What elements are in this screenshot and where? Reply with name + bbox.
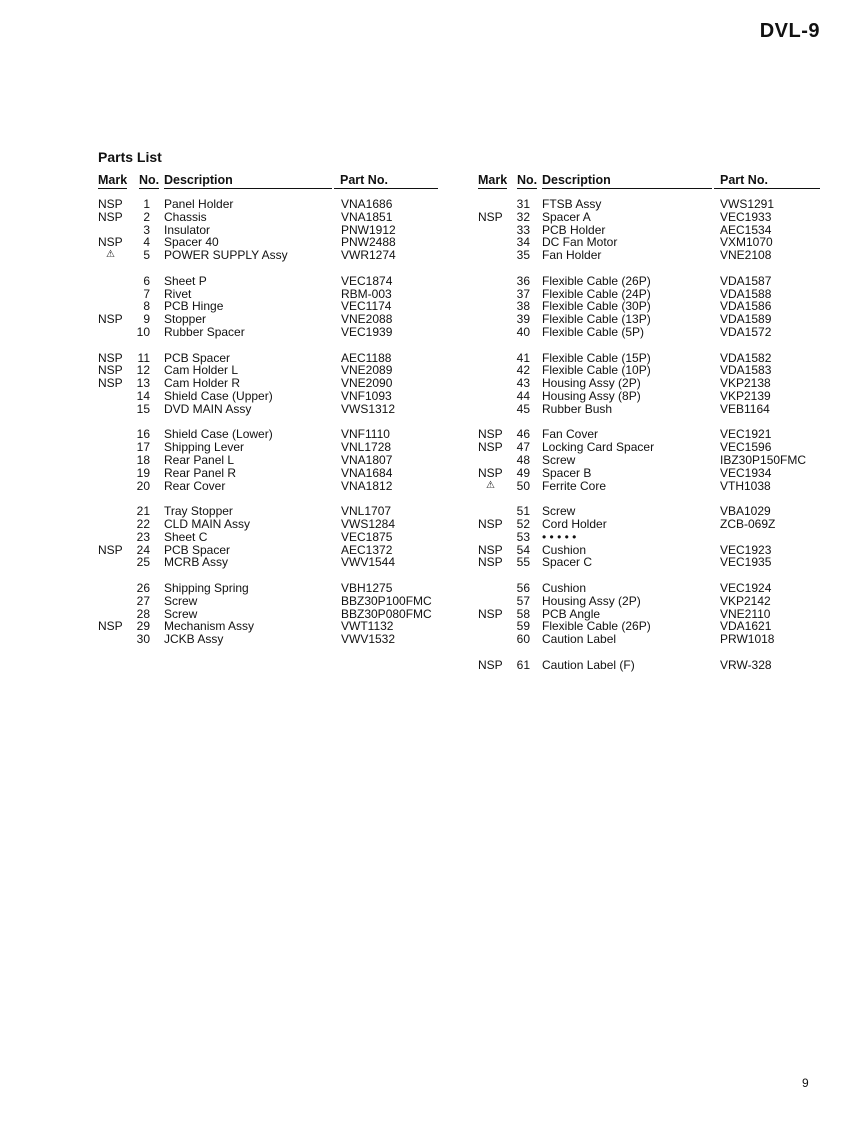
row-number: 9: [143, 312, 150, 327]
row-description: Rear Cover: [164, 478, 226, 493]
col-no-header: No.: [139, 173, 160, 187]
row-part-no: VTH1038: [720, 478, 771, 493]
col-part-no-header: Part No.: [714, 174, 820, 189]
row-description: Cushion: [542, 542, 587, 557]
row-number: 18: [136, 452, 150, 467]
row-number: 48: [516, 452, 530, 467]
row-part-no: VEC1921: [720, 427, 772, 442]
row-part-no: VNF1110: [341, 427, 390, 442]
row-part-no: VEC1935: [720, 555, 772, 570]
row-part-no: VDA1586: [720, 299, 772, 314]
row-number: 32: [516, 209, 530, 224]
row-number: 53: [516, 529, 530, 544]
row-mark: NSP: [98, 235, 123, 250]
row-description: Chassis: [164, 209, 207, 224]
group-spacer: [98, 262, 438, 275]
row-mark: NSP: [478, 606, 503, 621]
col-mark-header: Mark: [478, 173, 508, 187]
row-number: 28: [136, 606, 150, 621]
row-part-no: VWT1132: [341, 619, 394, 634]
table-row: [478, 633, 820, 646]
table-row: [478, 198, 820, 211]
row-number: 43: [516, 376, 530, 391]
row-number: 36: [516, 273, 530, 288]
model-title: DVL-9: [759, 20, 820, 42]
row-description: Caution Label (F): [542, 657, 635, 672]
row-description: Spacer A: [542, 209, 591, 224]
row-part-no: VNE2088: [341, 312, 393, 327]
table-row: [478, 531, 820, 544]
table-row: [98, 531, 438, 544]
row-description: Flexible Cable (26P): [542, 273, 651, 288]
row-description: POWER SUPPLY Assy: [164, 248, 288, 263]
table-row: [478, 454, 820, 467]
row-number: 10: [136, 324, 150, 339]
row-description: PCB Holder: [542, 222, 606, 237]
table-row: [98, 556, 438, 569]
row-description: Stopper: [164, 312, 207, 327]
row-part-no: VNL1707: [341, 504, 392, 519]
row-description: CLD MAIN Assy: [164, 516, 251, 531]
row-description: Sheet C: [164, 529, 208, 544]
row-description: Panel Holder: [164, 197, 234, 211]
row-part-no: VKP2139: [720, 388, 771, 403]
row-description: Tray Stopper: [164, 504, 233, 519]
row-description: Rear Panel R: [164, 465, 237, 480]
table-row: [98, 275, 438, 288]
table-row: [98, 595, 438, 608]
row-part-no: VWV1532: [341, 632, 396, 647]
row-description: Flexible Cable (10P): [542, 363, 651, 378]
row-number: 39: [516, 312, 530, 327]
parts-table-left: [98, 174, 438, 646]
row-part-no: VEC1924: [720, 580, 772, 595]
row-part-no: VRW-328: [720, 657, 772, 672]
row-part-no: VDA1587: [720, 273, 772, 288]
row-number: 49: [516, 465, 530, 480]
row-part-no: VNA1812: [341, 478, 393, 493]
row-description: Flexible Cable (5P): [542, 324, 645, 339]
row-part-no: VNA1851: [341, 209, 393, 224]
table-body: [478, 198, 820, 671]
row-number: 27: [136, 593, 150, 608]
row-number: 61: [516, 657, 530, 672]
row-number: 16: [136, 427, 150, 442]
row-part-no: VWV1544: [341, 555, 396, 570]
row-description: Fan Cover: [542, 427, 599, 442]
table-row: [478, 211, 820, 224]
row-number: 30: [136, 632, 150, 647]
row-number: 45: [516, 401, 530, 416]
table-row: [478, 505, 820, 518]
table-row: [98, 211, 438, 224]
row-description: Screw: [542, 504, 576, 519]
row-number: 52: [516, 516, 530, 531]
row-description: Flexible Cable (26P): [542, 619, 651, 634]
row-number: 47: [516, 440, 530, 455]
row-number: 11: [137, 350, 150, 365]
row-number: 58: [516, 606, 530, 621]
row-part-no: VWS1312: [341, 401, 396, 416]
row-number: 6: [143, 273, 150, 288]
row-part-no: VEC1934: [720, 465, 772, 480]
table-header: [478, 174, 820, 189]
row-number: 19: [136, 465, 150, 480]
row-description: Flexible Cable (24P): [542, 286, 651, 301]
row-description: Housing Assy (2P): [542, 376, 641, 391]
row-part-no: VDA1582: [720, 350, 772, 365]
row-number: 29: [136, 619, 150, 634]
row-mark: NSP: [478, 657, 503, 672]
row-number: 55: [516, 555, 530, 570]
table-row: [98, 403, 438, 416]
row-description: Rubber Spacer: [164, 324, 245, 339]
row-number: 25: [136, 555, 150, 570]
row-part-no: VEC1874: [341, 273, 393, 288]
row-number: 31: [516, 197, 530, 211]
row-mark: NSP: [478, 465, 503, 480]
row-part-no: VNE2090: [341, 376, 393, 391]
row-part-no: VWS1291: [720, 197, 775, 211]
row-number: 21: [136, 504, 150, 519]
table-row: [478, 275, 820, 288]
table-row: [478, 390, 820, 403]
row-part-no: ZCB-069Z: [720, 516, 776, 531]
table-row: [98, 480, 438, 493]
row-part-no: VNE2110: [720, 606, 771, 621]
row-number: 33: [516, 222, 530, 237]
row-mark: NSP: [98, 376, 123, 391]
row-part-no: PNW2488: [341, 235, 396, 250]
row-number: 34: [516, 235, 530, 250]
row-part-no: RBM-003: [341, 286, 392, 301]
row-part-no: VEB1164: [720, 401, 770, 416]
row-number: 51: [516, 504, 530, 519]
row-description: Cam Holder R: [164, 376, 241, 391]
row-number: 38: [516, 299, 530, 314]
row-number: 44: [516, 388, 530, 403]
row-mark: NSP: [478, 440, 503, 455]
row-description: PCB Spacer: [164, 542, 231, 557]
row-description: Ferrite Core: [542, 478, 607, 493]
row-part-no: AEC1534: [720, 222, 772, 237]
row-part-no: BBZ30P100FMC: [341, 593, 432, 608]
row-description: Spacer 40: [164, 235, 219, 250]
row-description: • • • • •: [542, 529, 577, 544]
row-description: Shipping Lever: [164, 440, 245, 455]
row-description: Housing Assy (2P): [542, 593, 641, 608]
row-number: 24: [136, 542, 150, 557]
row-description: Caution Label: [542, 632, 617, 647]
row-description: Flexible Cable (30P): [542, 299, 651, 314]
row-part-no: VEC1596: [720, 440, 772, 455]
table-row: [98, 582, 438, 595]
group-spacer: [478, 339, 820, 352]
table-row: [98, 633, 438, 646]
row-description: FTSB Assy: [542, 197, 602, 211]
row-part-no: VDA1588: [720, 286, 772, 301]
group-spacer: [98, 339, 438, 352]
table-row: [98, 454, 438, 467]
row-number: 3: [143, 222, 150, 237]
row-number: 37: [516, 286, 530, 301]
table-row: [98, 505, 438, 518]
row-part-no: VWS1284: [341, 516, 396, 531]
row-number: 5: [143, 248, 150, 263]
parts-table-right: [478, 174, 820, 671]
row-part-no: VBA1029: [720, 504, 771, 519]
row-description: MCRB Assy: [164, 555, 229, 570]
row-part-no: AEC1372: [341, 542, 393, 557]
row-mark: NSP: [478, 427, 503, 442]
row-mark: NSP: [478, 542, 503, 557]
page-number: 9: [802, 1076, 809, 1090]
row-description: Screw: [164, 593, 198, 608]
row-mark: NSP: [478, 209, 503, 224]
table-row: [478, 249, 820, 262]
row-description: Flexible Cable (13P): [542, 312, 651, 327]
table-row: [478, 595, 820, 608]
table-row: [98, 326, 438, 339]
row-description: Spacer B: [542, 465, 592, 480]
row-part-no: AEC1188: [341, 350, 392, 365]
row-number: 46: [516, 427, 530, 442]
row-mark: NSP: [98, 197, 123, 211]
row-part-no: VKP2142: [720, 593, 771, 608]
row-number: 4: [143, 235, 150, 250]
table-row: [98, 249, 438, 262]
row-description: Screw: [164, 606, 198, 621]
row-description: Shield Case (Upper): [164, 388, 273, 403]
section-title: Parts List: [98, 149, 162, 165]
table-row: [478, 518, 820, 531]
table-row: [98, 390, 438, 403]
row-mark: NSP: [98, 542, 123, 557]
row-description: Fan Holder: [542, 248, 602, 263]
table-header: [98, 174, 438, 189]
col-mark-header: Mark: [98, 173, 128, 187]
row-part-no: VDA1589: [720, 312, 772, 327]
table-row: [98, 518, 438, 531]
col-part-no-header: Part No.: [334, 174, 438, 189]
row-description: Rubber Bush: [542, 401, 613, 416]
row-number: 59: [516, 619, 530, 634]
row-description: DVD MAIN Assy: [164, 401, 252, 416]
row-number: 17: [136, 440, 150, 455]
row-part-no: PNW1912: [341, 222, 396, 237]
row-number: 8: [143, 299, 150, 314]
warning-triangle-icon: ⚠: [486, 479, 495, 491]
group-spacer: [98, 569, 438, 582]
row-mark: NSP: [98, 619, 123, 634]
table-row: [98, 467, 438, 480]
row-part-no: BBZ30P080FMC: [341, 606, 432, 621]
row-description: Spacer C: [542, 555, 593, 570]
row-description: PCB Hinge: [164, 299, 224, 314]
row-part-no: VEC1939: [341, 324, 393, 339]
row-part-no: VBH1275: [341, 580, 393, 595]
row-number: 14: [136, 388, 150, 403]
table-row: [478, 582, 820, 595]
row-part-no: VDA1572: [720, 324, 772, 339]
row-description: PCB Angle: [542, 606, 601, 621]
group-spacer: [478, 262, 820, 275]
row-description: Cord Holder: [542, 516, 607, 531]
row-description: JCKB Assy: [164, 632, 224, 647]
row-number: 56: [516, 580, 530, 595]
row-description: Cushion: [542, 580, 587, 595]
row-description: Locking Card Spacer: [542, 440, 655, 455]
group-spacer: [478, 646, 820, 659]
row-part-no: VNA1807: [341, 452, 393, 467]
row-description: Shipping Spring: [164, 580, 249, 595]
row-mark: NSP: [478, 516, 503, 531]
row-part-no: VNE2108: [720, 248, 772, 263]
row-number: 50: [516, 478, 530, 493]
row-number: 41: [516, 350, 530, 365]
row-description: Shield Case (Lower): [164, 427, 273, 442]
table-row: [478, 467, 820, 480]
row-description: Screw: [542, 452, 576, 467]
col-no-header: No.: [517, 173, 538, 187]
row-number: 7: [143, 286, 150, 301]
row-mark: NSP: [98, 312, 123, 327]
group-spacer: [478, 569, 820, 582]
row-number: 57: [516, 593, 530, 608]
row-part-no: VNA1684: [341, 465, 393, 480]
row-number: 23: [136, 529, 150, 544]
row-number: 13: [136, 376, 150, 391]
row-part-no: VWR1274: [341, 248, 396, 263]
row-mark: NSP: [478, 555, 503, 570]
col-description-header: Description: [542, 174, 712, 189]
row-number: 54: [516, 542, 530, 557]
table-row: [478, 659, 820, 672]
row-number: 1: [143, 197, 150, 211]
row-part-no: PRW1018: [720, 632, 775, 647]
row-number: 15: [136, 401, 150, 416]
row-number: 12: [136, 363, 150, 378]
row-part-no: VNL1728: [341, 440, 392, 455]
row-description: Cam Holder L: [164, 363, 239, 378]
table-row: [478, 326, 820, 339]
row-number: 2: [143, 209, 150, 224]
col-description-header: Description: [164, 174, 332, 189]
row-part-no: VEC1933: [720, 209, 772, 224]
row-description: Rivet: [164, 286, 192, 301]
row-number: 26: [136, 580, 150, 595]
row-number: 60: [516, 632, 530, 647]
row-number: 40: [516, 324, 530, 339]
row-number: 42: [516, 363, 530, 378]
row-description: Housing Assy (8P): [542, 388, 641, 403]
table-row: [478, 480, 820, 493]
table-row: [478, 556, 820, 569]
row-number: 22: [136, 516, 150, 531]
table-row: [98, 198, 438, 211]
row-mark: NSP: [98, 350, 123, 365]
row-mark: NSP: [98, 209, 123, 224]
row-part-no: IBZ30P150FMC: [720, 452, 807, 467]
row-description: Sheet P: [164, 273, 207, 288]
row-part-no: VEC1174: [341, 299, 392, 314]
table-row: [478, 403, 820, 416]
row-description: PCB Spacer: [164, 350, 231, 365]
row-number: 20: [136, 478, 150, 493]
row-part-no: VEC1923: [720, 542, 772, 557]
row-part-no: VDA1621: [720, 619, 772, 634]
row-part-no: VNA1686: [341, 197, 393, 211]
row-part-no: VNE2089: [341, 363, 393, 378]
row-part-no: VKP2138: [720, 376, 771, 391]
row-mark: NSP: [98, 363, 123, 378]
row-part-no: VDA1583: [720, 363, 772, 378]
row-part-no: VXM1070: [720, 235, 773, 250]
row-description: Insulator: [164, 222, 211, 237]
row-description: Flexible Cable (15P): [542, 350, 651, 365]
row-number: 35: [516, 248, 530, 263]
warning-triangle-icon: ⚠: [106, 249, 115, 261]
row-part-no: VNF1093: [341, 388, 392, 403]
row-description: Mechanism Assy: [164, 619, 255, 634]
table-body: [98, 198, 438, 646]
row-description: Rear Panel L: [164, 452, 235, 467]
row-part-no: VEC1875: [341, 529, 393, 544]
row-description: DC Fan Motor: [542, 235, 618, 250]
